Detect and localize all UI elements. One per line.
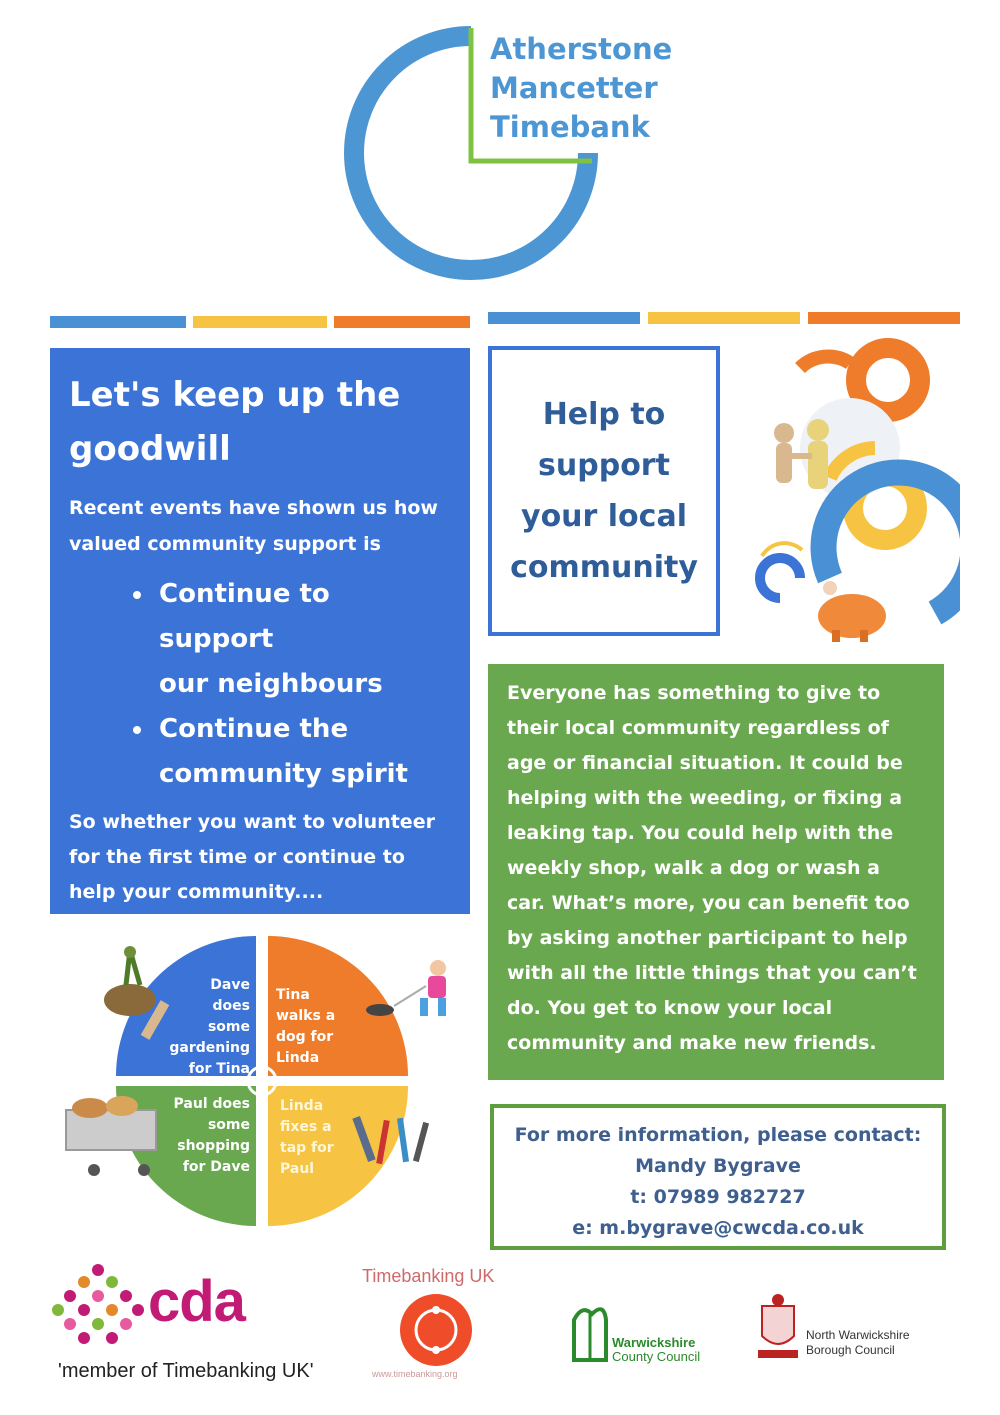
help-support-box	[488, 346, 720, 636]
quadrant-line: Linda	[280, 1098, 324, 1114]
contact-box	[490, 1104, 946, 1250]
member-statement: 'member of Timebanking UK'	[58, 1360, 314, 1382]
quadrant-text-tina	[276, 985, 335, 1069]
divider-bar-yellow	[648, 312, 800, 324]
wooden-figures-icon	[774, 419, 829, 489]
help-line: community	[510, 550, 698, 585]
nwbc-line: North Warwickshire	[806, 1328, 910, 1342]
divider-bar-blue	[50, 316, 186, 328]
bullet-item	[155, 572, 448, 707]
green-line: community and make new friends.	[507, 1032, 877, 1054]
wcc-line: County Council	[612, 1349, 701, 1364]
green-line: their local community regardless of	[507, 717, 889, 739]
green-line: Everyone has something to give to	[507, 682, 881, 704]
green-line: helping with the weeding, or fixing a	[507, 787, 903, 809]
warwickshire-cc-text	[612, 1336, 700, 1364]
divider-bar-blue	[488, 312, 640, 324]
outro-line: So whether you want to volunteer	[69, 811, 435, 833]
cda-wordmark: cda	[148, 1269, 245, 1334]
quadrant-text-dave	[168, 975, 250, 1080]
quadrant-text-paul	[158, 1094, 250, 1178]
quadrant-line: does	[212, 998, 250, 1014]
quadrant-line: some	[207, 1117, 250, 1133]
quadrant-line: fixes a	[280, 1119, 332, 1135]
divider-bar-orange	[334, 316, 470, 328]
cda-dots-logo	[50, 1262, 146, 1352]
green-line: by asking another participant to help	[507, 927, 908, 949]
quadrant-line: Paul	[280, 1161, 315, 1177]
contact-name: Mandy Bygrave	[635, 1155, 801, 1177]
dog-walking-icon	[366, 960, 446, 1016]
outro-line: for the first time or continue to	[69, 846, 405, 868]
quadrant-line: gardening	[169, 1040, 250, 1056]
quadrant-line: for Dave	[182, 1159, 250, 1175]
goodwill-heading-line: goodwill	[69, 429, 231, 469]
quadrant-line: Dave	[210, 977, 250, 993]
quadrant-line: some	[207, 1019, 250, 1035]
north-warwickshire-text	[806, 1328, 910, 1358]
quadrant-line: walks a	[276, 1008, 336, 1024]
deco-arc-orange	[800, 356, 850, 368]
timebanking-uk-title: Timebanking UK	[362, 1266, 495, 1286]
cycle-arrows-icon	[248, 1067, 276, 1095]
divider-bar-orange	[808, 312, 960, 324]
bullet-line: • Continue the	[159, 714, 349, 744]
north-warwickshire-crest-icon	[754, 1292, 802, 1364]
quadrant-line: shopping	[177, 1138, 250, 1154]
quadrant-line: tap for	[280, 1140, 334, 1156]
green-line: leaking tap. You could help with the	[507, 822, 894, 844]
help-line: Help to	[542, 397, 666, 432]
everyone-gives-panel	[488, 664, 944, 1080]
green-line: age or financial situation. It could be	[507, 752, 903, 774]
quadrant-text-linda	[280, 1096, 334, 1180]
divider-bar-yellow	[193, 316, 327, 328]
intro-line: valued community support is	[69, 533, 381, 555]
nwbc-line: Borough Council	[806, 1343, 895, 1357]
logo-title-line: Mancetter	[490, 71, 658, 105]
contact-email[interactable]: e: m.bygrave@cwcda.co.uk	[572, 1217, 864, 1239]
goodwill-bullets	[69, 572, 448, 797]
piggy-bank-icon	[818, 581, 886, 642]
green-line: car. What’s more, you can benefit too	[507, 892, 910, 914]
outro-line: help your community....	[69, 881, 324, 903]
bullet-item	[155, 707, 448, 797]
goodwill-heading-line: Let's keep up the	[69, 375, 401, 415]
quadrant-line: for Tina	[188, 1061, 250, 1077]
green-line: weekly shop, walk a dog or wash a	[507, 857, 880, 879]
goodwill-intro	[69, 490, 448, 562]
community-illustration	[740, 338, 960, 648]
contact-heading: For more information, please contact:	[514, 1124, 922, 1146]
intro-line: Recent events have shown us how	[69, 497, 438, 519]
bullet-line: community spirit	[159, 759, 408, 789]
deco-arc-blue-small	[760, 558, 800, 598]
timebanking-uk-logo	[396, 1290, 476, 1370]
green-line: with all the little things that you can’t	[507, 962, 917, 984]
bullet-line: • Continue to support	[159, 579, 330, 654]
quadrant-line: dog for	[276, 1029, 334, 1045]
logo-title-line: Atherstone	[490, 32, 673, 66]
help-line: your local	[521, 499, 687, 534]
logo-title-line: Timebank	[490, 110, 650, 144]
bullet-line: our neighbours	[159, 669, 383, 699]
goodwill-panel	[50, 348, 470, 914]
help-line: support	[538, 448, 670, 483]
goodwill-outro	[69, 805, 448, 910]
green-line: do. You get to know your local	[507, 997, 833, 1019]
quadrant-line: Linda	[276, 1050, 320, 1066]
wcc-line: Warwickshire	[612, 1335, 696, 1350]
warwickshire-cc-logo-icon	[568, 1300, 612, 1364]
logo-title	[490, 30, 672, 147]
quadrant-line: Tina	[276, 987, 310, 1003]
quadrant-line: Paul does	[173, 1096, 250, 1112]
goodwill-heading	[69, 368, 448, 476]
timebank-cycle-diagram	[60, 930, 470, 1230]
timebanking-uk-url[interactable]: www.timebanking.org	[372, 1369, 458, 1379]
contact-phone: t: 07989 982727	[630, 1186, 806, 1208]
